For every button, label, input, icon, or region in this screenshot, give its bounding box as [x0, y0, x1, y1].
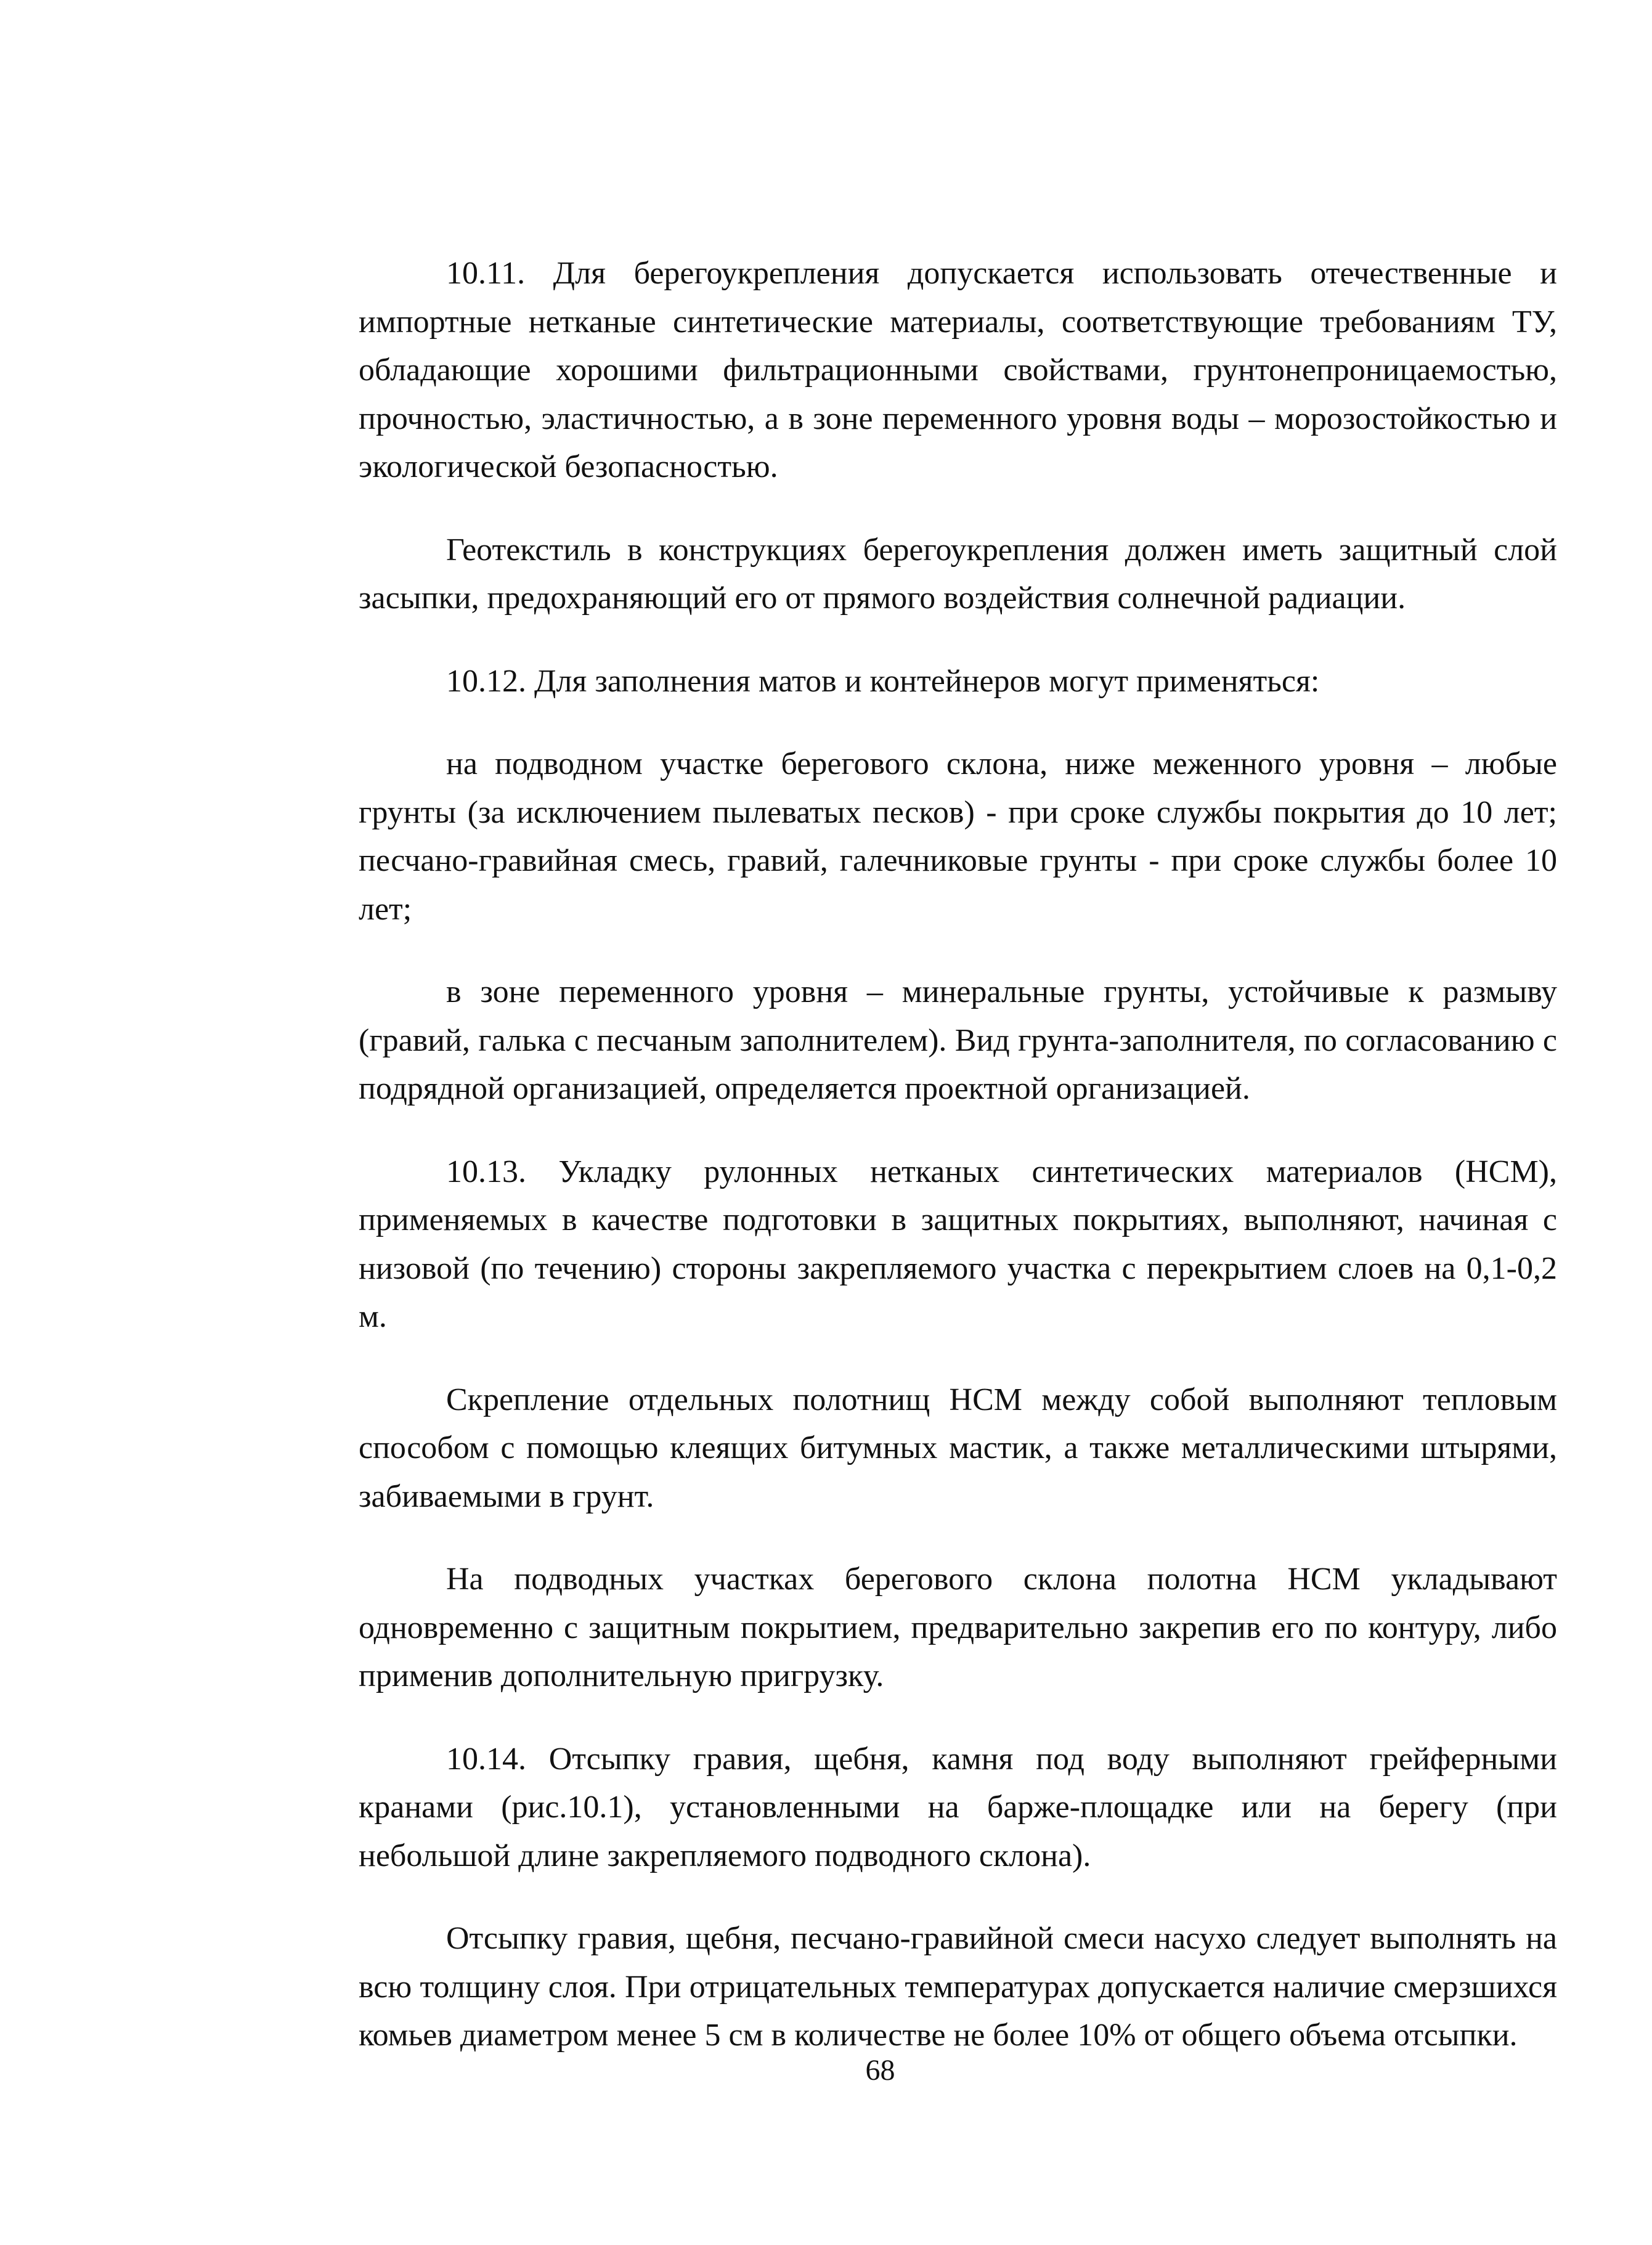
paragraph-fastening: Скрепление отдельных полотнищ НСМ между собой выполняют тепловым способом с помощью клеящих битумных мастик, а также металлическими штырями, забиваемыми в грунт.: [359, 1382, 1557, 1514]
paragraph-10-14: 10.14. Отсыпку гравия, щебня, камня под воду выполняют грейферными кранами (рис.10.1), установленными на барже-площадке или на берегу (при небольшой длине закрепляемого подводного склона).: [359, 1741, 1557, 1873]
paragraph-dry-filling: Отсыпку гравия, щебня, песчано-гравийной смеси насухо следует выполнять на всю толщину слоя. При отрицательных температурах допускается наличие смерзшихся комьев диаметром менее 5 см в количестве не более 10% от общего объема отсыпки.: [359, 1921, 1557, 2053]
paragraph-10-11: 10.11. Для берегоукрепления допускается использовать отечественные и импортные нетканые синтетические материалы, соответствующие требованиям ТУ, обладающие хорошими фильтрационными свойствами, грунтонепроницаемостью, прочностью, эластичностью, а в зоне переменного уровня воды – морозостойкостью и экологической безопасностью.: [359, 256, 1557, 484]
page-number: 68: [865, 2054, 895, 2087]
paragraph-geotextile: Геотекстиль в конструкциях берегоукрепления должен иметь защитный слой засыпки, предохраняющий его от прямого воздействия солнечной радиации.: [359, 532, 1557, 616]
body-text: [359, 250, 1557, 2095]
paragraph-10-12: 10.12. Для заполнения матов и контейнеров могут применяться:: [446, 663, 1320, 699]
paragraph-underwater-laying: На подводных участках берегового склона полотна НСМ укладывают одновременно с защитным покрытием, предварительно закрепив его по контуру, либо применив дополнительную пригрузку.: [359, 1562, 1557, 1693]
paragraph-10-13: 10.13. Укладку рулонных нетканых синтетических материалов (НСМ), применяемых в качестве подготовки в защитных покрытиях, выполняют, начиная с низовой (по течению) стороны закрепляемого участка с перекрытием слоев на 0,1-0,2 м.: [359, 1154, 1557, 1334]
paragraph-underwater-section: на подводном участке берегового склона, ниже меженного уровня – любые грунты (за исключением пылеватых песков) - при сроке службы покрытия до 10 лет; песчано-гравийная смесь, гравий, галечниковые грунты - при сроке службы более 10 лет;: [359, 746, 1557, 927]
paragraph-variable-level-zone: в зоне переменного уровня – минеральные грунты, устойчивые к размыву (гравий, галька с песчаным заполнителем). Вид грунта-заполнителя, по согласованию с подрядной организацией, определяется проектной организацией.: [359, 974, 1557, 1106]
